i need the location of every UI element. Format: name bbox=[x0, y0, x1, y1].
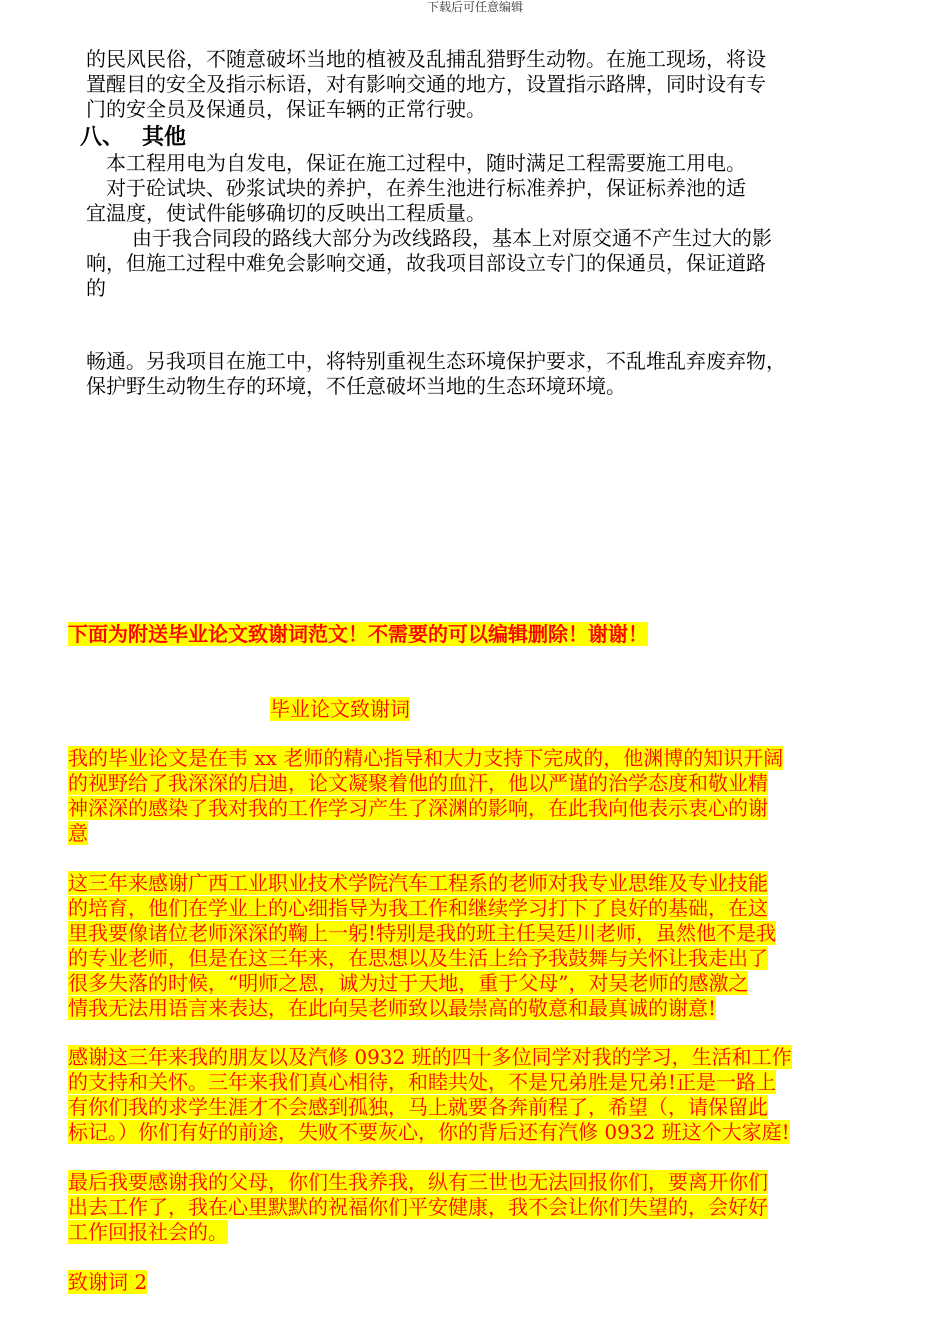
text-line: 的民风民俗，不随意破坏当地的植被及乱捕乱猎野生动物。在施工现场，将设 bbox=[86, 47, 766, 71]
highlighted-notice: 下面为附送毕业论文致谢词范文！不需要的可以编辑删除！谢谢！ bbox=[68, 622, 648, 646]
text-line: 的视野给了我深深的启迪，论文凝聚着他的血汗，他以严谨的治学态度和敬业精 bbox=[68, 771, 768, 795]
text-line: 由于我合同段的路线大部分为改线路段，基本上对原交通不产生过大的影 bbox=[132, 226, 772, 250]
page-header: 下载后可任意编辑 bbox=[426, 0, 523, 14]
text-line: 门的安全员及保通员，保证车辆的正常行驶。 bbox=[86, 97, 486, 121]
text-line: 有你们我的求学生涯才不会感到孤独，马上就要各奔前程了，希望（，请保留此 bbox=[68, 1095, 768, 1119]
text-line: 宜温度，使试件能够确切的反映出工程质量。 bbox=[86, 201, 486, 225]
text-line: 这三年来感谢广西工业职业技术学院汽车工程系的老师对我专业思维及专业技能 bbox=[68, 871, 768, 895]
section-heading bbox=[80, 124, 186, 150]
text-line: 神深深的感染了我对我的工作学习产生了深渊的影响，在此我向他表示衷心的谢 bbox=[68, 796, 768, 820]
section-title: 其他 bbox=[142, 124, 187, 150]
thanks-paragraph-1 bbox=[68, 746, 783, 846]
text-line: 的支持和关怀。三年来我们真心相待，和睦共处，不是兄弟胜是兄弟!正是一路上 bbox=[68, 1070, 777, 1094]
text-line: 的专业老师，但是在这三年来，在思想以及生活上给予我鼓舞与关怀让我走出了 bbox=[68, 946, 768, 970]
text-line: 畅通。另我项目在施工中，将特别重视生态环境保护要求，不乱堆乱弃废弃物， bbox=[86, 349, 786, 373]
text-line: 响，但施工过程中难免会影响交通，故我项目部设立专门的保通员，保证道路 bbox=[86, 251, 766, 275]
text-line: 保护野生动物生存的环境，不任意破坏当地的生态环境环境。 bbox=[86, 374, 626, 398]
text-line: 的培育，他们在学业上的心细指导为我工作和继续学习打下了良好的基础，在这 bbox=[68, 896, 768, 920]
thanks-title-2: 致谢词 2 bbox=[68, 1270, 148, 1294]
next-section-title bbox=[68, 1270, 147, 1295]
appendix-notice bbox=[68, 622, 648, 647]
text-line: 对于砼试块、砂浆试块的养护，在养生池进行标准养护，保证标养池的适 bbox=[106, 176, 746, 200]
text-line: 感谢这三年来我的朋友以及汽修 0932 班的四十多位同学对我的学习，生活和工作 bbox=[68, 1045, 792, 1069]
text-line: 工作回报社会的。 bbox=[68, 1220, 228, 1244]
thanks-paragraph-3 bbox=[68, 1045, 792, 1145]
section8-paragraph-1: 本工程用电为自发电，保证在施工过程中，随时满足工程需要施工用电。 bbox=[106, 151, 746, 175]
section8-paragraph-4 bbox=[86, 349, 786, 399]
thanks-paragraph-2 bbox=[68, 871, 776, 1021]
text-line: 情我无法用语言来表达，在此向吴老师致以最崇高的敬意和最真诚的谢意! bbox=[68, 996, 717, 1020]
thanks-paragraph-4 bbox=[68, 1170, 768, 1245]
text-line: 最后我要感谢我的父母，你们生我养我，纵有三世也无法回报你们，要离开你们 bbox=[68, 1170, 768, 1194]
text-line: 很多失落的时候，“明师之恩，诚为过于天地，重于父母”，对吴老师的感激之 bbox=[68, 971, 749, 995]
section8-paragraph-2 bbox=[86, 176, 746, 226]
text-line: 的 bbox=[86, 276, 106, 300]
thanks-title: 毕业论文致谢词 bbox=[270, 697, 410, 721]
appendix-title bbox=[270, 697, 410, 722]
section-number: 八、 bbox=[80, 124, 125, 150]
text-line: 标记。）你们有好的前途，失败不要灰心，你的背后还有汽修 0932 班这个大家庭! bbox=[68, 1120, 790, 1144]
section8-paragraph-3 bbox=[86, 226, 772, 301]
text-line: 置醒目的安全及指示标语，对有影响交通的地方，设置指示路牌，同时设有专 bbox=[86, 72, 766, 96]
text-line: 我的毕业论文是在韦 xx 老师的精心指导和大力支持下完成的，他渊博的知识开阔 bbox=[68, 746, 784, 770]
text-line: 意 bbox=[68, 821, 88, 845]
text-line: 里我要像诸位老师深深的鞠上一躬!特别是我的班主任吴廷川老师，虽然他不是我 bbox=[68, 921, 777, 945]
text-line: 出去工作了，我在心里默默的祝福你们平安健康，我不会让你们失望的，会好好 bbox=[68, 1195, 768, 1219]
section7-continuation bbox=[86, 47, 766, 122]
